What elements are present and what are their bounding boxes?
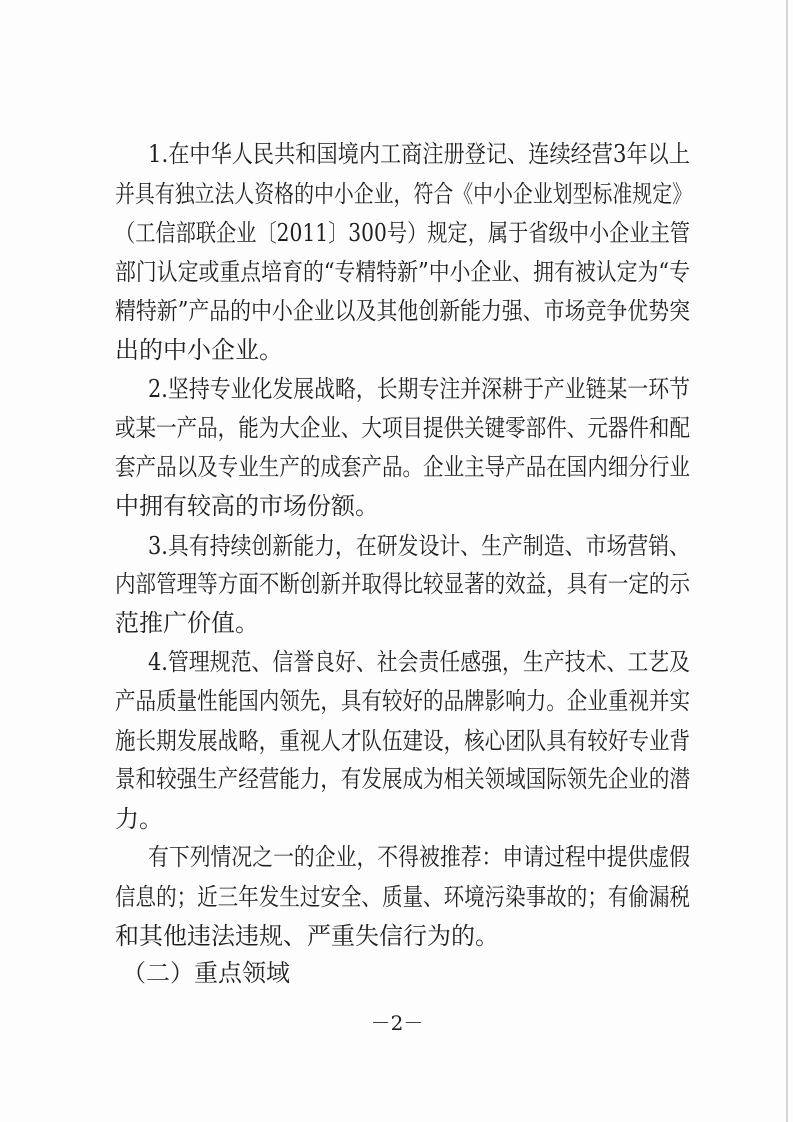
paragraph-3-line-2: 内部管理等方面不断创新并取得比较显著的效益，具有一定的示: [115, 570, 691, 598]
paragraph-5-line-1: 有下列情况之一的企业，不得被推荐：申请过程中提供虚假: [148, 843, 690, 871]
paragraph-5-line-3: 和其他违法违规、严重失信行为的。: [115, 922, 499, 950]
paragraph-2-line-3: 套产品以及专业生产的成套产品。企业主导产品在国内细分行业: [115, 453, 690, 481]
paragraph-2-line-4: 中拥有较高的市场份额。: [115, 492, 379, 520]
paragraph-1-line-5: 精特新”产品的中小企业以及其他创新能力强、市场竞争优势突: [115, 297, 690, 325]
paragraph-3-line-3: 范推广价值。: [115, 609, 259, 637]
paragraph-3-line-1: 3.具有持续创新能力，在研发设计、生产制造、市场营销、: [148, 532, 690, 560]
paragraph-4-line-1: 4.管理规范、信誉良好、社会责任感强，生产技术、工艺及: [148, 648, 690, 676]
paragraph-1-line-6: 出的中小企业。: [115, 336, 283, 364]
page-number: －2－: [370, 1011, 424, 1035]
paragraph-1-line-2: 并具有独立法人资格的中小企业，符合《中小企业划型标准规定》: [115, 180, 692, 208]
paragraph-4-line-3: 施长期发展战略，重视人才队伍建设，核心团队具有较好专业背: [115, 727, 690, 755]
paragraph-2-line-1: 2.坚持专业化发展战略，长期专注并深耕于产业链某一环节: [148, 375, 690, 403]
paragraph-4-line-4: 景和较强生产经营能力，有发展成为相关领域国际领先企业的潜: [115, 765, 690, 793]
paragraph-2: [115, 375, 690, 520]
paragraph-1: [115, 140, 692, 364]
paragraph-4-line-2: 产品质量性能国内领先，具有较好的品牌影响力。企业重视并实: [115, 687, 690, 715]
paragraph-5: [115, 843, 690, 950]
paragraph-1-line-1: 1.在中华人民共和国境内工商注册登记、连续经营3年以上: [148, 140, 690, 168]
paragraph-2-line-2: 或某一产品，能为大企业、大项目提供关键零部件、元器件和配: [115, 414, 690, 442]
paragraph-5-line-2: 信息的；近三年发生过安全、质量、环境污染事故的；有偷漏税: [115, 883, 690, 911]
section-heading: （二）重点领域: [122, 959, 290, 987]
paragraph-4-line-5: 力。: [115, 805, 163, 833]
paragraph-1-line-4: 部门认定或重点培育的“专精特新”中小企业、拥有被认定为“专: [115, 258, 690, 286]
paragraph-1-line-3: （工信部联企业〔2011〕300号）规定，属于省级中小企业主管: [115, 219, 690, 247]
paragraph-4: [115, 648, 690, 833]
paragraph-3: [115, 532, 691, 637]
